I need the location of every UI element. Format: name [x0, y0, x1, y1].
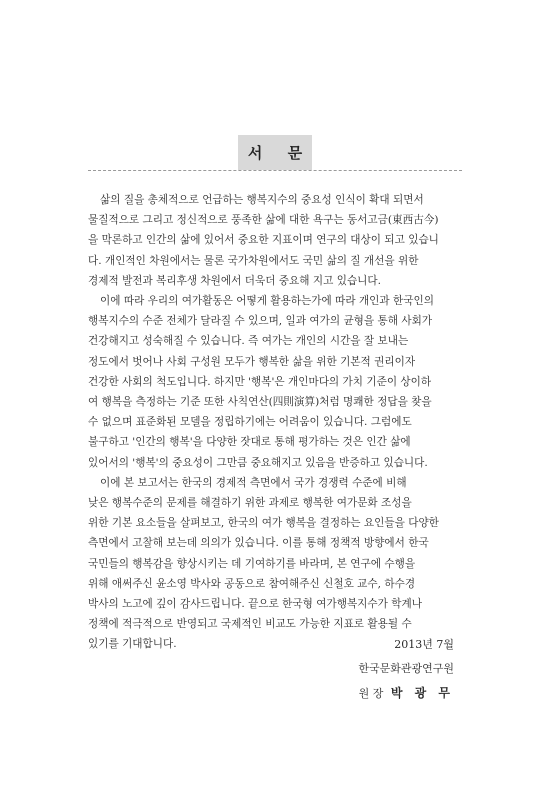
body-line: 측면에서 고찰해 보는데 의의가 있습니다. 이를 통해 정책적 방향에서 한국 [88, 537, 429, 550]
body-line: 이에 따라 우리의 여가활동은 어떻게 활용하는가에 따라 개인과 한국인의 [100, 295, 434, 308]
title-box [238, 135, 312, 170]
signature-line [358, 681, 454, 706]
signature-block [358, 633, 454, 706]
body-line: 정책에 적극적으로 반영되고 국제적인 비교도 가능한 지표로 활용될 수 [88, 618, 412, 631]
body-line: 있기를 기대합니다. [88, 638, 177, 651]
body-line: 물질적으로 그리고 정신적으로 풍족한 삶에 대한 욕구는 동서고금(東西古今) [88, 214, 439, 227]
body-line: 삶의 질을 총체적으로 언급하는 행복지수의 중요성 인식이 확대 되면서 [100, 194, 424, 206]
signature-date: 2013년 7월 [394, 638, 454, 651]
body-line: 이에 본 보고서는 한국의 경제적 측면에서 국가 경쟁력 수준에 비해 [100, 476, 407, 489]
preface-body [88, 190, 462, 655]
body-line: 여 행복을 측정하는 기준 또한 사칙연산(四則演算)처럼 명쾌한 정답을 찾을 [88, 396, 432, 409]
signature-role: 원 장 [358, 687, 384, 700]
body-line: 있어서의 '행복'의 중요성이 그만큼 중요해지고 있음을 반증하고 있습니다. [88, 456, 428, 469]
body-line: 수 없으며 표준화된 모델을 정립하기에는 어려움이 있습니다. 그럼에도 [88, 416, 412, 429]
body-line: 국민들의 행복감을 향상시키는 데 기여하기를 바라며, 본 연구에 수행을 [88, 557, 416, 570]
body-line: 위한 기본 요소들을 살펴보고, 한국의 여가 행복을 결정하는 요인들을 다양한 [88, 517, 439, 530]
page-title: 서 문 [247, 144, 313, 162]
signature-name: 박 광 무 [390, 686, 454, 700]
body-line: 건강해지고 성숙해질 수 있습니다. 즉 여가는 개인의 시간을 잘 보내는 [88, 335, 409, 348]
signature-organization: 한국문화관광연구원 [358, 662, 454, 675]
body-line: 정도에서 벗어나 사회 구성원 모두가 행복한 삶을 위한 기본적 권리이자 [88, 355, 416, 368]
body-line: 경제적 발전과 복리후생 차원에서 더욱더 중요해 지고 있습니다. [88, 274, 382, 287]
body-line: 박사의 노고에 깊이 감사드립니다. 끝으로 한국형 여가행복지수가 학계나 [88, 598, 422, 611]
body-line: 행복지수의 수준 전체가 달라질 수 있으며, 일과 여가의 균형을 통해 사회가 [88, 315, 433, 328]
body-line: 다. 개인적인 차원에서는 물론 국가차원에서도 국민 삶의 질 개선을 위한 [88, 254, 419, 267]
body-line: 낮은 행복수준의 문제를 해결하기 위한 과제로 행복한 여가문화 조성을 [88, 497, 412, 510]
body-line: 위해 애써주신 윤소영 박사와 공동으로 참여해주신 신철호 교수, 하수경 [88, 577, 416, 590]
title-divider [88, 170, 462, 171]
body-line: 을 막론하고 인간의 삶에 있어서 중요한 지표이며 연구의 대상이 되고 있습니 [88, 234, 439, 247]
body-line: 불구하고 '인간의 행복'을 다양한 잣대로 통해 평가하는 것은 인간 삶에 [88, 436, 411, 449]
body-line: 건강한 사회의 척도입니다. 하지만 '행복'은 개인마다의 가치 기준이 상이하 [88, 375, 432, 388]
